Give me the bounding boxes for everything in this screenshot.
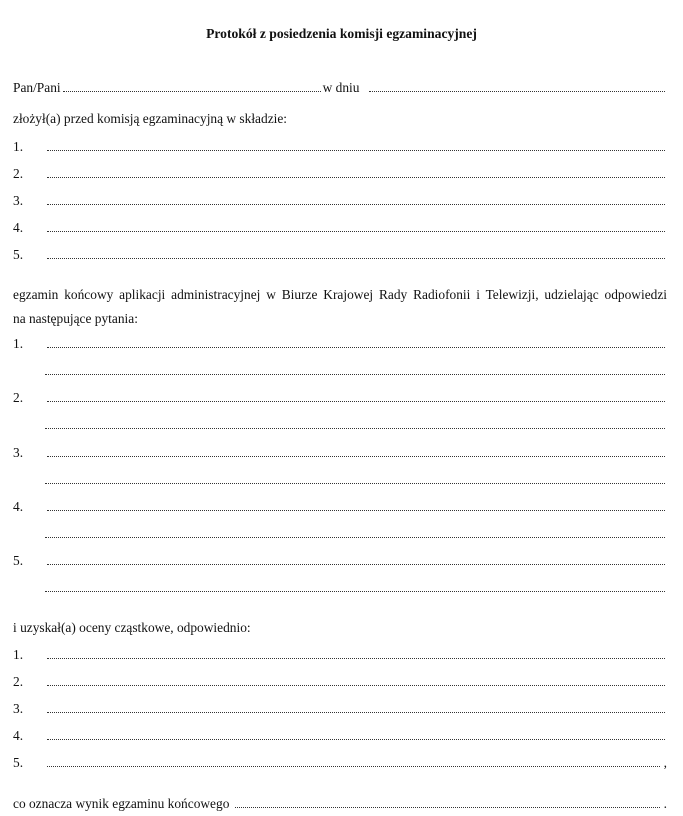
date-field[interactable] [369, 80, 665, 92]
pytanie-field[interactable] [47, 445, 665, 457]
ocena-row [13, 701, 667, 717]
pytanie-field-continued[interactable] [45, 417, 665, 429]
pytanie-continuation-row [45, 580, 667, 592]
komisja-row [13, 193, 667, 209]
pytanie-continuation-row [45, 417, 667, 429]
pytanie-field[interactable] [47, 336, 665, 348]
ocena-field[interactable] [47, 647, 665, 659]
list-number: 4. [13, 499, 24, 514]
pytanie-field[interactable] [47, 499, 665, 511]
komisja-label: złożył(a) przed komisją egzaminacyjną w składzie: [13, 111, 288, 126]
wynik-label: co oznacza wynik egzaminu końcowego [13, 796, 230, 811]
ocena-row [13, 728, 667, 744]
komisja-row [13, 247, 667, 263]
list-number: 4. [13, 220, 24, 235]
document-title: Protokół z posiedzenia komisji egzaminacyjnej [206, 26, 477, 41]
pytanie-row [13, 336, 667, 352]
komisja-member-field[interactable] [47, 139, 665, 151]
exam-text-line-1: egzamin końcowy aplikacji administracyjnej w Biurze Krajowej Rady Radiofonii i Telewizji, udzielając odpowiedzi [13, 287, 667, 302]
ocena-comma: , [663, 755, 667, 770]
list-number: 3. [13, 193, 24, 208]
ocena-row [13, 755, 667, 771]
komisja-row [13, 166, 667, 182]
komisja-member-field[interactable] [47, 247, 665, 259]
list-number: 3. [13, 701, 24, 716]
list-number: 2. [13, 166, 24, 181]
list-number: 2. [13, 674, 24, 689]
ocena-field[interactable] [47, 728, 665, 740]
pytanie-continuation-row [45, 363, 667, 375]
list-number: 3. [13, 445, 24, 460]
name-field[interactable] [63, 80, 321, 92]
ocena-row [13, 647, 667, 663]
ocena-field[interactable] [47, 674, 665, 686]
pytanie-row [13, 499, 667, 515]
list-number: 5. [13, 755, 24, 770]
list-number: 1. [13, 647, 24, 662]
wynik-line [13, 796, 667, 812]
pytanie-continuation-row [45, 526, 667, 538]
exam-paragraph [13, 283, 667, 331]
komisja-member-field[interactable] [47, 166, 665, 178]
list-number: 4. [13, 728, 24, 743]
pytanie-row [13, 390, 667, 406]
komisja-row [13, 220, 667, 236]
komisja-member-field[interactable] [47, 220, 665, 232]
pytanie-field[interactable] [47, 553, 665, 565]
oceny-label: i uzyskał(a) oceny cząstkowe, odpowiednio: [13, 620, 251, 635]
pytanie-field-continued[interactable] [45, 472, 665, 484]
komisja-member-field[interactable] [47, 193, 665, 205]
ocena-field[interactable] [47, 755, 660, 767]
ocena-row [13, 674, 667, 690]
list-number: 1. [13, 336, 24, 351]
wynik-field[interactable] [235, 796, 659, 808]
komisja-label-line [13, 111, 667, 127]
pytanie-field-continued[interactable] [45, 526, 665, 538]
komisja-row [13, 139, 667, 155]
name-date-line [13, 80, 667, 96]
list-number: 1. [13, 139, 24, 154]
ocena-field[interactable] [47, 701, 665, 713]
pytanie-row [13, 553, 667, 569]
list-number: 5. [13, 553, 24, 568]
pytanie-field-continued[interactable] [45, 363, 665, 375]
exam-text-line-2: na następujące pytania: [13, 311, 138, 326]
pytanie-row [13, 445, 667, 461]
pan-pani-label: Pan/Pani [13, 80, 61, 95]
list-number: 2. [13, 390, 24, 405]
list-number: 5. [13, 247, 24, 262]
pytanie-field-continued[interactable] [45, 580, 665, 592]
pytanie-continuation-row [45, 472, 667, 484]
wynik-period: . [663, 796, 667, 811]
w-dniu-label: w dniu [322, 80, 360, 95]
pytanie-field[interactable] [47, 390, 665, 402]
oceny-label-line [13, 620, 667, 636]
